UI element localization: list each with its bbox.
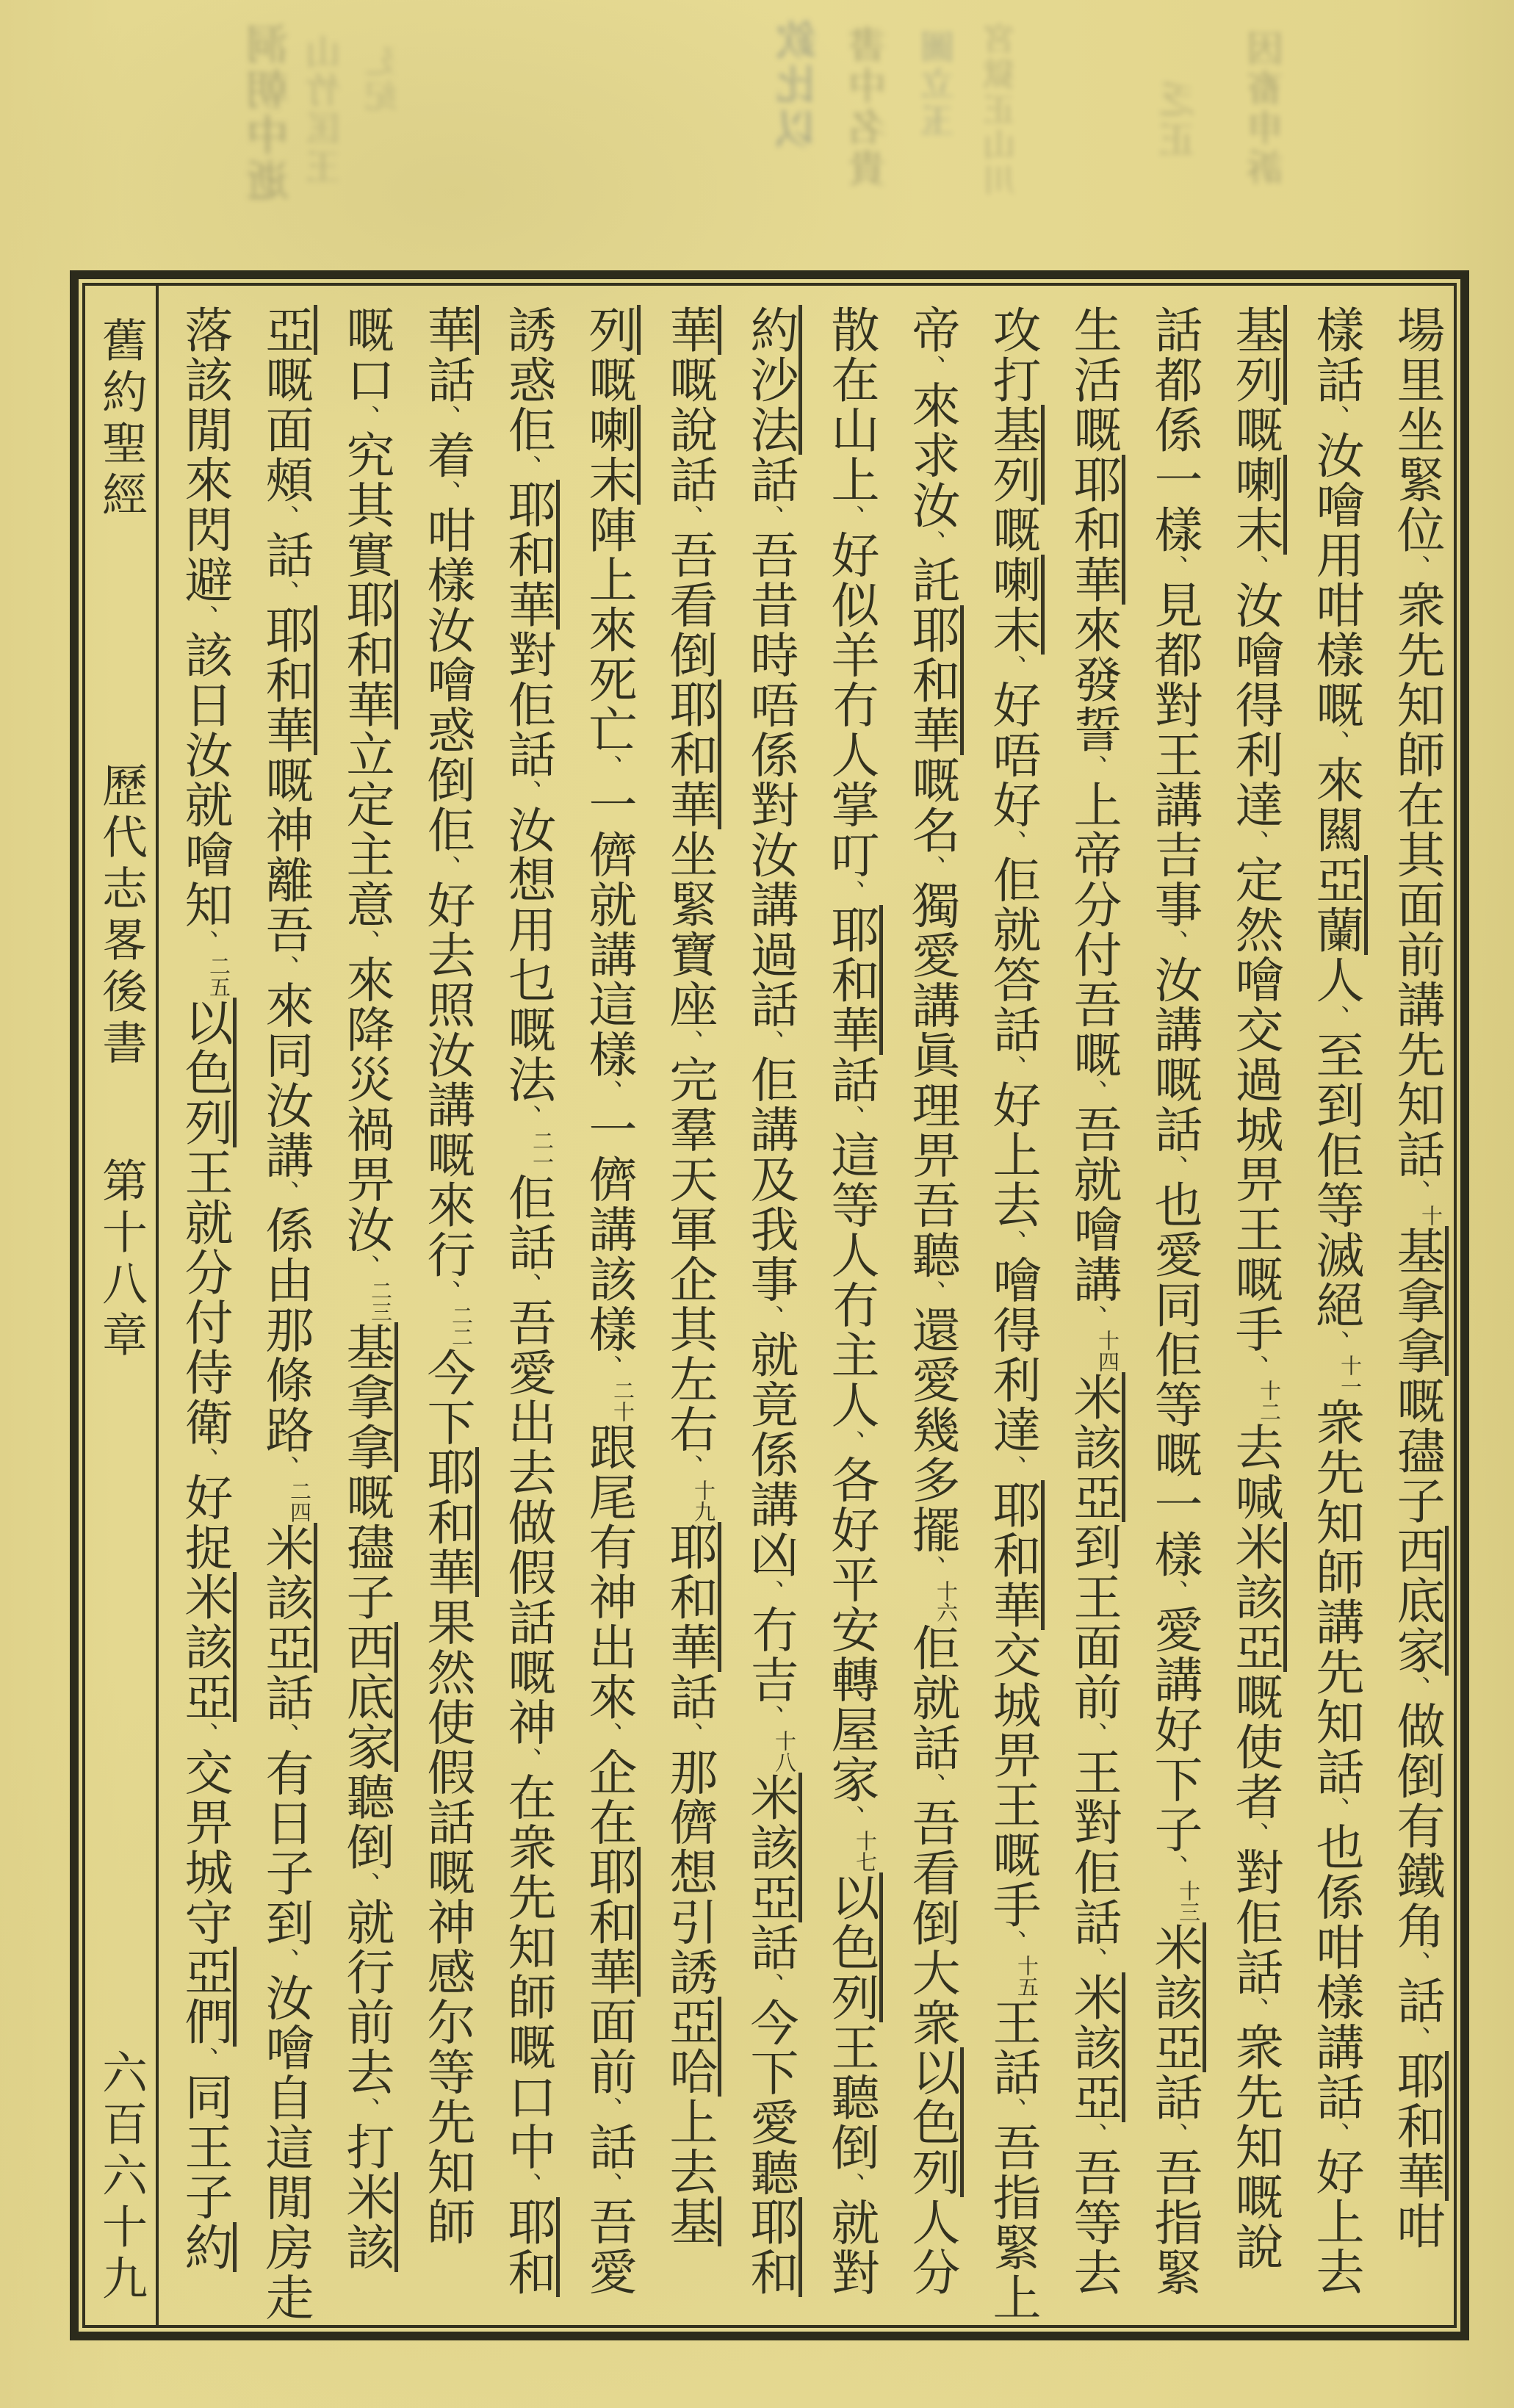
proper-name: 西底家 [339,1622,398,1772]
ideographic-comma: 、 [917,1279,945,1305]
ideographic-comma: 、 [917,1554,945,1580]
ideographic-comma: 、 [1240,1354,1268,1380]
ideographic-comma: 、 [836,1429,864,1455]
verse-number: 二五 [206,954,230,998]
ideographic-comma: 、 [351,2097,379,2122]
text-column [890,305,971,2318]
ideographic-comma: 、 [1402,1675,1430,1701]
proper-name: 喇末 [985,555,1045,655]
scripture-text: 、做倒有鐵角、話、 [1389,1675,1443,2051]
scripture-text: 佢話、吾愛出去做假話嘅神、在衆先知師嘅口中、 [500,1172,554,2198]
text-column [1294,305,1375,2318]
proper-name: 米該 [339,2172,398,2272]
ideographic-comma: 、 [1321,405,1349,430]
verse-number: 十三 [1176,1879,1200,1922]
ideographic-comma: 、 [270,954,298,980]
proper-name: 米該亞 [1066,1972,1125,2122]
ideographic-comma: 、 [755,1704,783,1730]
scripture-text: 王話、吾指緊上 [985,1997,1039,2323]
ideographic-comma: 、 [351,929,379,955]
verse-number: 二三 [368,1279,392,1323]
proper-name: 米該亞 [177,1572,237,1722]
scripture-text: 樣話、汝噲用咁樣嘅、來闗 [1308,305,1362,855]
ideographic-comma: 、 [1402,555,1430,580]
ideographic-comma: 、 [190,1722,217,1748]
proper-name: 亞蘭 [1308,855,1368,955]
ideographic-comma: 、 [190,605,217,630]
verse-number: 十四 [1095,1329,1119,1373]
verse-number: 十八 [772,1729,796,1773]
proper-name: 以色列 [177,998,237,1147]
text-columns [159,286,1469,2325]
ideographic-comma: 、 [917,530,945,555]
verse-number: 十七 [853,1829,876,1872]
scripture-text: 對佢話、汝想用乜嘅法、 [500,630,554,1130]
text-column [1214,305,1294,2318]
text-column [971,305,1052,2323]
scripture-text: 來發誓、上帝分付吾嘅、吾就噲講、 [1066,605,1120,1330]
text-column [325,305,405,2318]
verse-number: 二四 [287,1479,311,1523]
scripture-text: 今下 [419,1347,473,1448]
proper-name: 耶和華 [339,580,398,729]
proper-name: 列 [581,305,641,355]
verse-number: 二十 [610,1379,634,1423]
scripture-text: 坐緊寶座、完羣天軍企其左右、 [662,829,715,1479]
proper-name: 華 [419,305,479,355]
ideographic-comma: 、 [270,1454,298,1480]
scripture-text: 嘅使者、對佢話、衆先知嘅說 [1228,1672,1281,2272]
ideographic-comma: 、 [1159,555,1187,580]
proper-name: 耶和華 [1389,2051,1449,2201]
text-column [1133,305,1214,2318]
ideographic-comma: 、 [513,1104,541,1130]
proper-name: 耶和華 [985,1480,1045,1630]
scripture-text: 話、吾指緊 [1147,2072,1200,2298]
scripture-text: 誘惑佢、 [500,305,554,480]
ideographic-comma: 、 [1078,1304,1106,1330]
ideographic-comma: 、 [836,2171,864,2198]
scripture-text: 上去 [662,2097,715,2197]
ideographic-comma: 、 [1078,2122,1106,2148]
proper-name: 耶和華 [500,480,560,630]
proper-name: 米該亞 [1228,1522,1287,1672]
ideographic-comma: 、 [1159,2122,1187,2148]
ink-smudge: 廴紀 [366,44,402,115]
ink-smudge: 宮獄正山川 [984,22,1020,198]
scripture-text: 交城畀王嘅手、 [985,1629,1039,1955]
verse-number: 十 [1419,1204,1442,1226]
ideographic-comma: 、 [917,854,945,880]
scripture-text: 攻打 [985,305,1039,405]
text-column [1375,305,1456,2318]
scripture-text: 嘅說話、吾看倒 [662,355,715,680]
proper-name: 亞哈 [662,1997,721,2097]
scripture-text: 嘅面頰、話、 [258,355,311,605]
ideographic-comma: 、 [1321,1329,1349,1355]
scripture-text: 嘅孻子 [339,1472,392,1623]
proper-name: 基列 [985,405,1045,505]
scripture-text: 人分 [904,2197,958,2298]
proper-name: 以色列 [823,1872,883,2022]
ideographic-comma: 、 [270,505,298,530]
ideographic-comma: 、 [351,1254,379,1280]
scripture-text: 嘅神離吾、來同汝講、係由那條路、 [258,754,311,1480]
ideographic-comma: 、 [836,879,864,905]
ideographic-comma: 、 [594,1079,621,1105]
scripture-text: 帝、來求汝、託 [904,305,958,605]
ideographic-comma: 、 [1240,829,1268,855]
ideographic-comma: 、 [755,1972,783,1998]
ideographic-comma: 、 [513,2171,541,2198]
scripture-text: 面前、話、吾愛 [581,1997,635,2298]
ideographic-comma: 、 [1321,1004,1349,1030]
scripture-text: 場里坐緊位、衆先知師在其面前講先知話、 [1389,305,1443,1205]
proper-name: 基拿拿 [1389,1226,1449,1376]
text-column [405,305,486,2318]
ideographic-comma: 、 [190,1446,217,1473]
verse-number: 二一 [530,1129,553,1173]
ideographic-comma: 、 [1078,754,1106,780]
proper-name: 耶和華 [581,1847,641,1997]
text-column [648,305,729,2318]
scripture-text: 話、這等人冇主人、各好平安轉屋家、 [823,1054,877,1830]
proper-name: 耶和華 [419,1447,479,1597]
scripture-text: 話、着、咁樣汝噲惑倒佢、好去照汝講嘅來行、 [419,355,473,1305]
text-column [567,305,648,2318]
verse-number: 十二 [1257,1379,1280,1423]
ideographic-comma: 、 [594,2171,621,2198]
scripture-text: 陣上來死亡、一儕就講這樣、一儕講該樣、 [581,505,635,1380]
ideographic-comma: 、 [1321,1797,1349,1823]
book-title: 舊約聖經 [95,317,145,522]
ideographic-comma: 、 [1402,1179,1430,1205]
scripture-text: 散在山上、好似羊冇人掌叮、 [823,305,877,905]
ideographic-comma: 、 [998,2097,1025,2123]
ideographic-comma: 、 [998,655,1025,680]
verse-number: 十一 [1338,1355,1361,1398]
ideographic-comma: 、 [1159,929,1187,955]
ideographic-comma: 、 [594,1722,621,1748]
proper-name: 基 [662,2196,721,2246]
ideographic-comma: 、 [674,1722,702,1748]
scripture-text: 嘅孻子 [1389,1375,1443,1526]
ideographic-comma: 、 [1402,1950,1430,1976]
ideographic-comma: 、 [917,1772,945,1798]
ideographic-comma: 、 [998,1454,1025,1480]
ideographic-comma: 、 [1078,1722,1106,1748]
scripture-text: 落該閒來閃避、該日汝就噲知、 [177,305,231,955]
ideographic-comma: 、 [432,405,460,430]
ideographic-comma: 、 [594,2097,621,2122]
proper-name: 西底家 [1389,1526,1449,1676]
scripture-text: 話、那儕想引誘 [662,1672,715,1997]
ink-smudge: 因畜申訴 [1247,29,1288,188]
proper-name: 耶和 [500,2197,560,2297]
ideographic-comma: 、 [190,2047,217,2072]
proper-name: 米該亞 [1066,1372,1125,1522]
page-number: 六百六十九 [95,2049,145,2306]
ideographic-comma: 、 [1240,1822,1268,1848]
ideographic-comma: 、 [594,1354,621,1380]
ideographic-comma: 、 [594,754,621,780]
scripture-text: 生活嘅 [1066,305,1120,455]
scripture-text: 去喊 [1228,1422,1281,1523]
proper-name: 米該亞 [258,1523,317,1673]
ideographic-comma: 、 [270,1722,298,1748]
scripture-text: 話、吾昔時唔係對汝講過話、佢講及我事、就竟係講凶、冇吉、 [743,455,796,1730]
proper-name: 耶和華 [662,1522,721,1672]
scripture-text: 到王面前、王對佢話、 [1066,1522,1120,1972]
page-frame [70,270,1469,2340]
scripture-text: 王聽倒、就對 [823,2022,877,2298]
proper-name: 約 [177,2222,237,2272]
scripture-text: 嘅 [985,505,1039,555]
scripture-text: 話都係一樣、見都對王講吉事、汝講嘅話、也愛同佢等嘅一樣、愛講好下子、 [1147,305,1200,1880]
ideographic-comma: 、 [270,580,298,605]
ideographic-comma: 、 [351,1872,379,1897]
scripture-text: 、汝噲得利達、定然噲交過城畀王嘅手、 [1228,555,1281,1380]
ideographic-comma: 、 [1321,2122,1349,2148]
ideographic-comma: 、 [1321,729,1349,755]
verse-number: 十五 [1014,1954,1038,1998]
ideographic-comma: 、 [513,1272,541,1298]
verse-number: 十九 [691,1479,715,1523]
ideographic-comma: 、 [270,1947,298,1973]
section-title: 歷代志畧後書 [95,762,145,1070]
text-column [729,305,810,2318]
ideographic-comma: 、 [755,1579,783,1605]
scripture-text: 嘅名、獨愛講眞理畀吾聽、還愛幾多擺、 [904,754,958,1580]
ideographic-comma: 、 [1402,2025,1430,2051]
ideographic-comma: 、 [270,1179,298,1205]
scripture-text: 立定主意、來降災禍畀汝、 [339,729,392,1280]
ideographic-comma: 、 [674,505,702,530]
proper-name: 耶和華 [823,905,883,1055]
proper-name: 耶和華 [258,605,317,755]
text-column [163,305,244,2318]
proper-name: 亞 [258,305,317,355]
ideographic-comma: 、 [432,854,460,880]
ideographic-comma: 、 [755,1029,783,1055]
scripture-text: 嘅 [581,355,635,405]
ideographic-comma: 、 [432,1279,460,1305]
ideographic-comma: 、 [1159,1854,1187,1880]
scripture-text: 佢就話、吾看倒大衆 [904,1622,958,2048]
ideographic-comma: 、 [998,1929,1025,1955]
scripture-text: 人、至到佢等滅絕、 [1308,954,1362,1355]
proper-name: 約沙法 [743,305,802,455]
ideographic-comma: 、 [755,1304,783,1330]
proper-name: 耶和 [743,2197,802,2297]
ideographic-comma: 、 [917,355,945,381]
proper-name: 耶和華 [1066,455,1125,605]
ideographic-comma: 、 [1078,1947,1106,1972]
ideographic-comma: 、 [432,480,460,505]
scripture-text: 咁 [1389,2200,1443,2251]
proper-name: 基拿拿 [339,1322,398,1472]
ideographic-comma: 、 [1159,1579,1187,1605]
ink-smudge: 山竹匡王 [307,34,346,187]
ideographic-comma: 、 [998,1054,1025,1080]
ideographic-comma: 、 [674,1029,702,1055]
proper-name: 耶和華 [904,605,964,755]
verse-number: 二二 [449,1305,472,1348]
scripture-text: 、吾等去 [1066,2122,1120,2298]
scripture-text: 、好唔好、佢就答話、好上去、噲得利達、 [985,655,1039,1480]
scripture-text: 話、有日子到、汝噲自這閒房走 [258,1672,311,2323]
page-frame-inner-rule [82,283,1457,2328]
ink-smudge: 欽比以 [777,19,823,151]
ideographic-comma: 、 [351,405,379,430]
scripture-text: 王就分付侍衛、好捉 [177,1147,231,1573]
text-column [1052,305,1133,2318]
scripture-text: 跟尾有神出來、企在 [581,1422,635,1848]
ideographic-comma: 、 [836,1104,864,1130]
scripture-text: 衆先知師講先知話、也係咁樣講話、好上去 [1308,1397,1362,2298]
ink-smudge: 書中名貴 [851,25,893,190]
proper-name: 以色列 [904,2047,964,2197]
ideographic-comma: 、 [836,1804,864,1830]
ideographic-comma: 、 [513,455,541,480]
scripture-text: 聽倒、就行前去、打 [339,1772,392,2172]
ink-smudge: 乏正 [1159,81,1200,160]
text-column [810,305,890,2318]
proper-name: 亞們 [177,1947,237,2047]
scripture-text: 、同王子 [177,2047,231,2222]
ideographic-comma: 、 [998,1229,1025,1255]
ink-smudge: 洞朝中逝 [248,22,295,204]
ideographic-comma: 、 [190,929,217,955]
text-column [244,305,325,2323]
chapter-title: 第十八章 [95,1157,145,1363]
proper-name: 喇末 [1228,455,1287,555]
ideographic-comma: 、 [513,779,541,805]
proper-name: 耶和華 [662,679,721,829]
ideographic-comma: 、 [513,1747,541,1773]
scripture-text: 話、今下愛聽 [743,1922,796,2198]
proper-name: 米該亞 [743,1773,802,1922]
ideographic-comma: 、 [1078,1079,1106,1105]
ideographic-comma: 、 [1159,1154,1187,1180]
ideographic-comma: 、 [1240,555,1268,580]
proper-name: 基列 [1228,305,1287,405]
ideographic-comma: 、 [674,1454,702,1479]
scripture-text: 、交畀城守 [177,1722,231,1947]
proper-name: 喇末 [581,405,641,505]
ideographic-comma: 、 [998,829,1025,855]
scripture-text: 果然使假話嘅神感尔等先知師 [419,1597,473,2247]
proper-name: 米該亞 [1147,1922,1206,2072]
proper-name: 華 [662,305,721,355]
ideographic-comma: 、 [1240,1997,1268,2022]
verse-number: 十六 [934,1579,957,1623]
ideographic-comma: 、 [755,505,783,530]
margin-title-column [85,286,159,2325]
scripture-text: 嘅 [1228,405,1281,455]
ink-smudge: 圖立玉 [921,29,959,140]
ideographic-comma: 、 [836,505,864,530]
scripture-text: 嘅口、究其實 [339,305,392,580]
text-column [486,305,567,2318]
